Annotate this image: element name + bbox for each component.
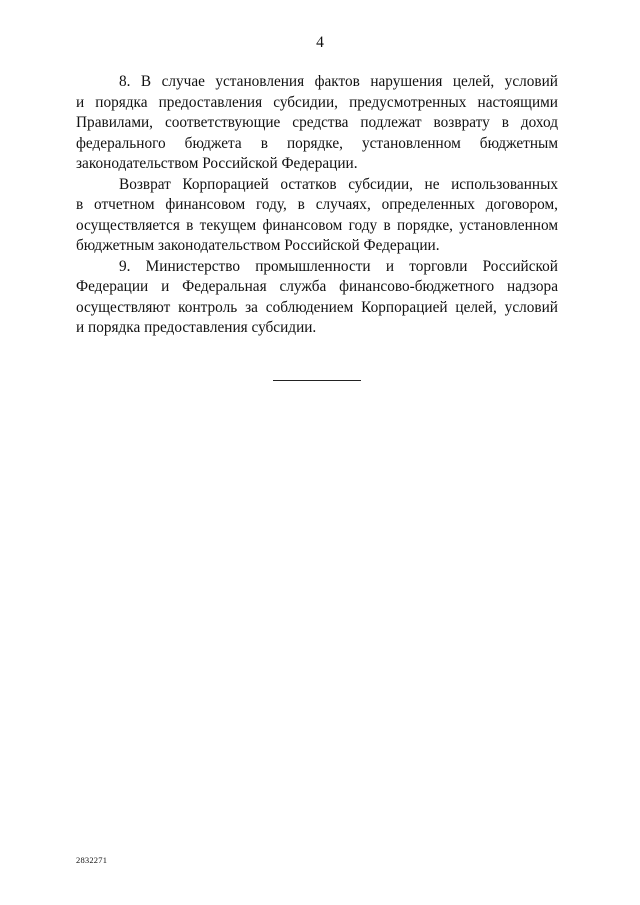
text-line: бюджетным законодательством Российской Федерации.: [76, 237, 440, 254]
paragraph-refund: [76, 175, 558, 257]
text-line: осуществляется в текущем финансовом году в порядке, установленном: [76, 216, 558, 234]
document-body: [76, 72, 558, 339]
text-line: законодательством Российской Федерации.: [76, 155, 358, 172]
end-divider: [273, 380, 361, 381]
text-line: осуществляют контроль за соблюдением Корпорацией целей, условий: [76, 298, 558, 316]
text-line: в отчетном финансовом году, в случаях, определенных договором,: [76, 196, 558, 213]
text-line: Федерации и Федеральная служба финансово-бюджетного надзора: [76, 278, 558, 295]
page-number: 4: [316, 34, 324, 51]
paragraph-9: [76, 257, 558, 339]
text-line: федерального бюджета в порядке, установленном бюджетным: [76, 134, 558, 152]
text-line: 9. Министерство промышленности и торговли Российской: [119, 257, 558, 275]
text-line: и порядка предоставления субсидии.: [76, 319, 317, 336]
text-line: 8. В случае установления фактов нарушения целей, условий: [119, 73, 558, 90]
paragraph-8: [76, 72, 558, 175]
text-line: и порядка предоставления субсидии, предусмотренных настоящими: [76, 93, 558, 111]
text-line: Правилами, соответствующие средства подлежат возврату в доход: [76, 114, 558, 131]
text-line: Возврат Корпорацией остатков субсидии, не использованных: [119, 175, 558, 193]
document-code: 2832271: [76, 855, 108, 865]
